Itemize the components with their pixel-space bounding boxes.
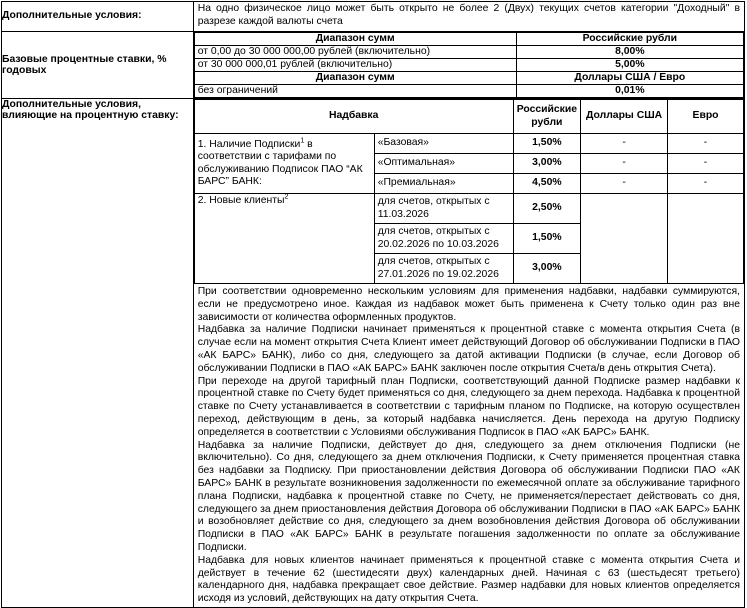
rate-cell: 0,01% xyxy=(516,85,743,98)
paragraph: При переходе на другой тарифный план Подписки, соответствующий данной Подписке размер надбавки к процентной ставке по Счету будет применяться со дня, следующего за днем перехода. Надбавка к процентной ставке по Счету устанавливается в соответствии с тарифным планом по Подписке, на которую осуществлен переход, действующим в день, за который надбавка начисляется. День перехода на другую Подписку определяется в соответствии с Условиями обслуживания Подписок в ПАО «АК БАРС» БАНК. xyxy=(197,375,740,438)
table-row xyxy=(194,85,743,98)
base-rates-cell xyxy=(193,32,744,99)
new-clients-period: для счетов, открытых с 20.02.2026 по 10.03.2026 xyxy=(374,224,513,254)
bonus-table xyxy=(194,99,744,284)
eur-header: Евро xyxy=(668,100,744,134)
currency-header: Доллары США / Евро xyxy=(516,72,743,85)
range-cell: от 0,00 до 30 000 000,00 рублей (включительно) xyxy=(194,46,516,59)
usd-empty xyxy=(581,194,668,284)
subscription-condition: 1. Наличие Подписки$^1$ в соответствии с тарифами по обслуживанию Подписок ПАО “АК БАРС” БАНК: xyxy=(194,134,374,194)
usd-rate: - xyxy=(581,154,668,174)
row-label: Дополнительные условия: xyxy=(2,2,194,32)
paragraph: Надбавка для новых клиентов начинает применяться к процентной ставке с момента открытия Счета и действует в течение 62 (шестидесяти двух) календарных дней. Начиная с 63 (шестьдесят третьего) календарного дня, надбавка прекращает свое действие. Размер надбавки для новых клиентов определяется исходя из условий, действующих на дату открытия Счета. xyxy=(197,554,740,605)
eur-rate: - xyxy=(668,134,744,154)
usd-header: Доллары США xyxy=(581,100,668,134)
rub-rate: 3,00% xyxy=(513,154,580,174)
paragraph: Надбавка за наличие Подписки начинает применяться к процентной ставке с момента открытия Счета (в случае если на момент открытия Счета Клиент имеет действующий Договор об обслуживании Подписки в ПАО «АК БАРС» БАНК), либо со дня, следующего за датой активации Подписки (в случае, если Договор об обслуживании Подписки в ПАО «АК БАРС» БАНК заключен после открытия Счета/в день открытия Счета). xyxy=(197,324,740,374)
bonus-cell xyxy=(193,99,744,608)
base-rates-table xyxy=(194,32,744,98)
table-row xyxy=(194,59,743,72)
usd-rate: - xyxy=(581,134,668,154)
paragraph: При соответствии одновременно нескольким условиям для применения надбавки, надбавки суммируются, если не предусмотрено иное. Каждая из надбавок может быть применена к Счету только один раз вне зависимости от количества оформленных продуктов. xyxy=(197,286,740,323)
rub-rate: 1,50% xyxy=(513,134,580,154)
eur-empty xyxy=(668,194,744,284)
range-header: Диапазон сумм xyxy=(194,33,516,46)
row-value: На одно физическое лицо может быть открыто не более 2 (Двух) текущих счетов категории "Доходный" в разрезе каждой валюты счета xyxy=(193,2,744,32)
rub-rate: 4,50% xyxy=(513,174,580,194)
eur-rate: - xyxy=(668,154,744,174)
rub-rate: 2,50% xyxy=(513,194,580,224)
rate-cell: 5,00% xyxy=(516,59,743,72)
rub-header: Российские рубли xyxy=(513,100,580,134)
usd-rate: - xyxy=(581,174,668,194)
rub-rate: 3,00% xyxy=(513,254,580,284)
row-label: Базовые процентные ставки, % годовых xyxy=(2,32,194,99)
currency-header: Российские рубли xyxy=(516,33,743,46)
table-row xyxy=(2,99,745,608)
paragraph: Надбавка за наличие Подписки, действует до дня, следующего за днем отключения Подписки (не включительно). Со дня, следующего за днем отключения Подписки, к Счету применяется процентная ставка без надбавки за Подписку. При приостановлении действия Договора об обслуживании Подписки ПАО «АК БАРС» БАНК в результате возникновения задолженности по ежемесячной оплате за обслуживание тарифного плана Подписки, надбавка к процентной ставке по Счету, не применяется/перестает действовать со дня, следующего за днем приостановления действия Договора об обслуживании Подписки в ПАО «АК БАРС» БАНК и возобновляет действие со дня, следующего за днем возобновления действия Договора об обслуживании Подписки в ПАО «АК БАРС» БАНК в результате погашения задолженности по оплате за обслуживание Подписки. xyxy=(197,439,740,553)
new-clients-period: для счетов, открытых с 27.01.2026 по 19.02.2026 xyxy=(374,254,513,284)
table-row xyxy=(194,46,743,59)
subscription-name: «Оптимальная» xyxy=(374,154,513,174)
range-cell: без ограничений xyxy=(194,85,516,98)
tariff-table xyxy=(1,1,745,608)
new-clients-condition: 2. Новые клиенты$^2$ xyxy=(194,194,374,284)
new-clients-period: для счетов, открытых с 11.03.2026 xyxy=(374,194,513,224)
table-row xyxy=(2,32,745,99)
eur-rate: - xyxy=(668,174,744,194)
subscription-name: «Премиальная» xyxy=(374,174,513,194)
bonus-header: Надбавка xyxy=(194,100,513,134)
range-cell: от 30 000 000,01 рублей (включительно) xyxy=(194,59,516,72)
table-row xyxy=(2,2,745,32)
rate-cell: 8,00% xyxy=(516,46,743,59)
row-label: Дополнительные условия, влияющие на процентную ставку: xyxy=(2,99,194,608)
terms-text xyxy=(194,284,744,607)
range-header: Диапазон сумм xyxy=(194,72,516,85)
subscription-name: «Базовая» xyxy=(374,134,513,154)
rub-rate: 1,50% xyxy=(513,224,580,254)
